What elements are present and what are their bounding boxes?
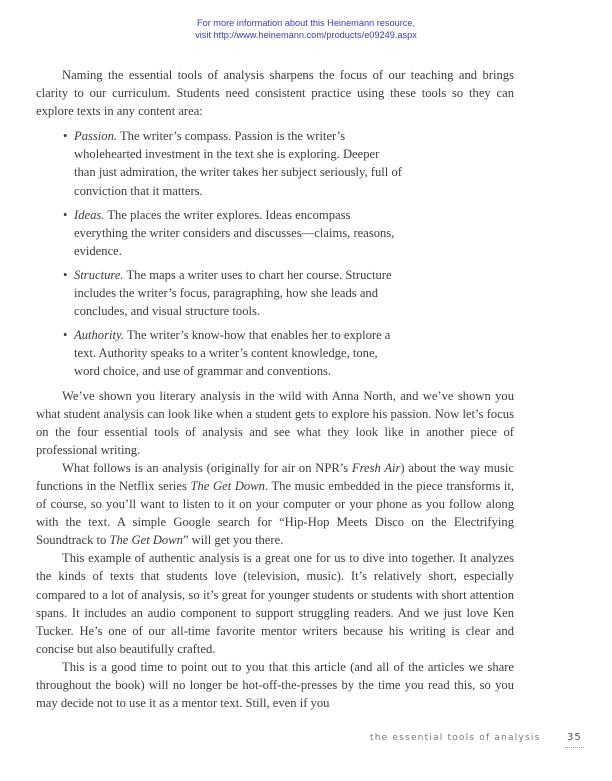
tool-item-structure [63,266,403,320]
resource-notice [0,17,612,41]
paragraph-literary-analysis: We’ve shown you literary analysis in the wild with Anna North, and we’ve shown you what student analysis can look like when a student gets to explore his passion. Now let’s focus on the four essential tools of analysis and see what they look like in another piece of professional writing. [36,388,514,457]
tool-description: The writer’s know-how that enables her to explore a text. Authority speaks to a writer’s content knowledge, tone, word choice, and use of grammar and conventions. [74,328,391,379]
text-run: What follows is an analysis (originally for air on NPR’s [62,460,352,475]
tool-term: Passion. [74,129,118,144]
tool-description: The writer’s compass. Passion is the writer’s wholehearted investment in the text she is exploring. Deeper than just admiration, the writer takes her subject seriously, full of conviction that it matters. [74,129,402,198]
bullet-icon: • [63,328,68,343]
text-run: . The music embedded in the piece transforms it, of course, so you’ll want to listen to it on your computer or your phone as you follow along with the text. A simple Google search for “Hip-Hop Meets Disco on the Electrifying Soundtrack to [36,478,515,548]
tool-item-authority [63,326,403,380]
resource-notice-line1: For more information about this Heinemann resource, [196,18,416,28]
bullet-icon: • [63,207,68,222]
paragraph-mentor-text: This is a good time to point out to you that this article (and all of the articles we share throughout the book) will no longer be hot-off-the-presses by the time you read this, so you may decide not to use it as a mentor text. Still, even if you [36,659,514,711]
tools-list [36,127,403,380]
series-title: The Get Down [109,533,183,548]
running-title: the essential tools of analysis [370,733,541,743]
paragraph-npr-analysis [36,459,514,549]
tool-term: Structure. [74,267,124,282]
tool-item-passion [63,127,403,199]
paragraph-authentic-analysis: This example of authentic analysis is a great one for us to dive into together. It analyzes the kinds of texts that students love (television, music). It’s relatively short, especially compared to a lot of analysis, so it’s great for younger students or students with short attention spans. It includes an audio component to support struggling readers. And we just love Ken Tucker. He’s one of our all-time favorite mentor writers because his writing is clear and concise but also beautifully crafted. [36,551,514,656]
resource-notice-link[interactable]: visit http://www.heinemann.com/products/e09249.aspx [195,30,417,40]
tool-description: The places the writer explores. Ideas encompass everything the writer considers and discusses—claims, reasons, evidence. [74,207,395,258]
tool-item-ideas [63,206,403,260]
tool-description: The maps a writer uses to chart her course. Structure includes the writer’s focus, paragraphing, how she leads and concludes, and visual structure tools. [74,267,392,319]
page-body [36,66,514,712]
show-title: Fresh Air [351,460,401,475]
tool-term: Ideas. [74,207,105,222]
text-run: ) about the way music functions in the Netflix series [36,460,514,493]
page-number: 35 [567,732,582,743]
series-title: The Get Down [190,478,265,493]
text-run: ” will get you there. [182,533,284,548]
bullet-icon: • [63,129,68,144]
page-number-rule [565,747,584,748]
tool-term: Authority. [74,328,125,343]
bullet-icon: • [63,267,68,282]
intro-paragraph: Naming the essential tools of analysis sharpens the focus of our teaching and brings clarity to our curriculum. Students need consistent practice using these tools so they can explore texts in any content area: [36,68,514,119]
